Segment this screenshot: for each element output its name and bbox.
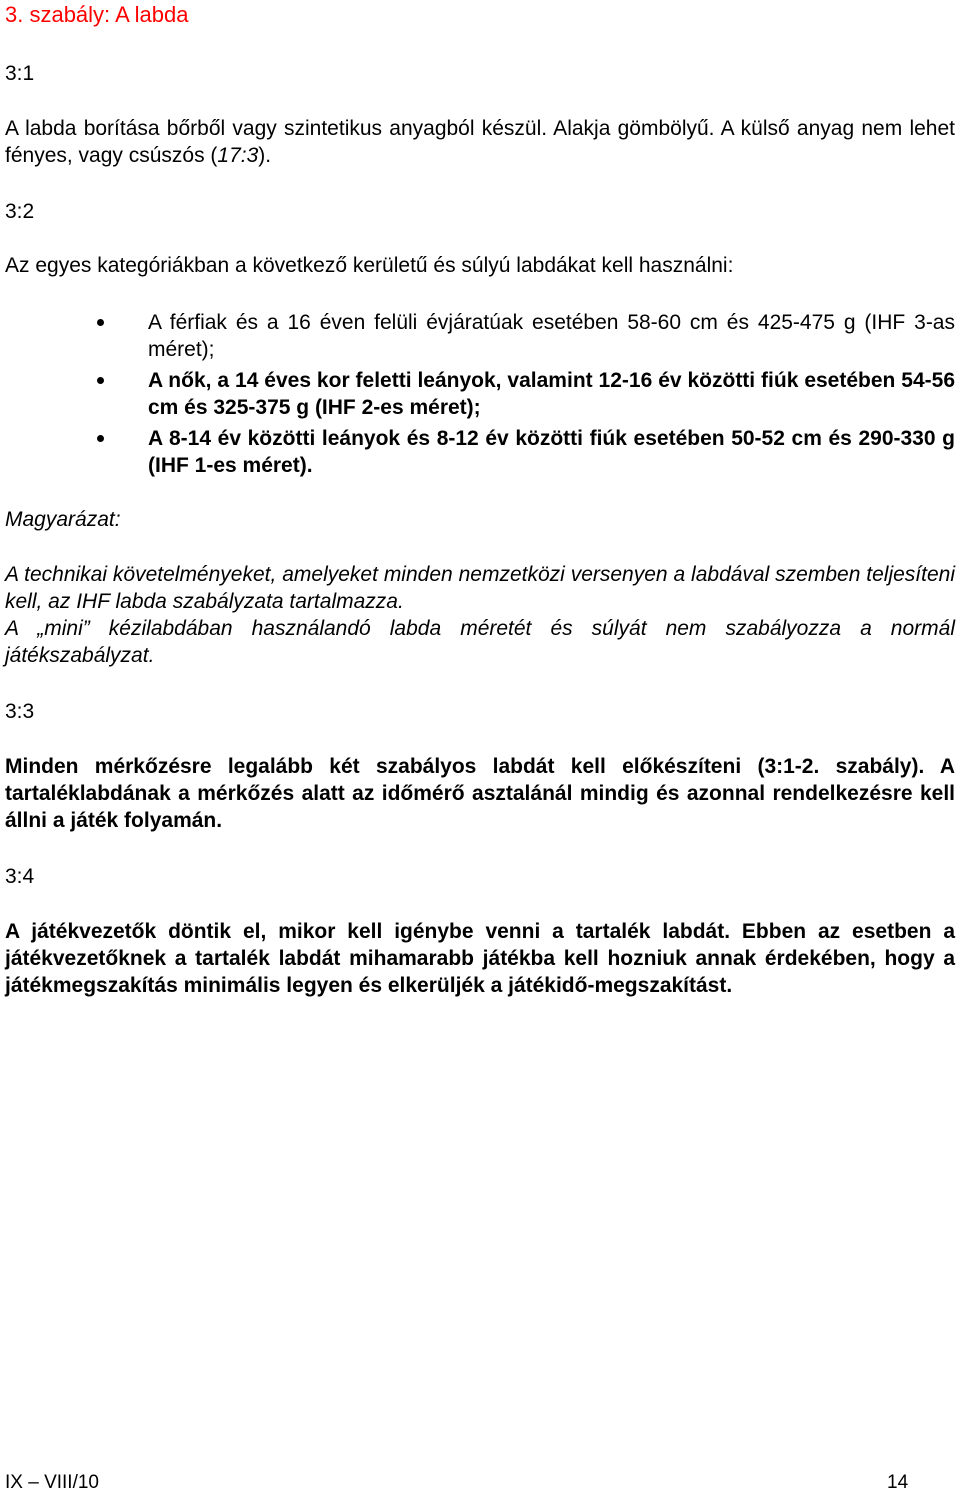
section-3-2-intro: Az egyes kategóriákban a következő kerületű és súlyú labdákat kell használni: [5,254,734,277]
list-item [5,309,955,363]
section-3-1-text-end: ). [258,144,272,167]
list-item [5,367,955,421]
section-heading-3-2: 3:2 [5,200,35,223]
explanation-paragraph-2: A „mini” kézilabdában használandó labda méretét és súlyát nem szabályozza a normál játékszabályzat. [5,617,955,667]
explanation-paragraph-1: A technikai követelményeket, amelyeket minden nemzetközi versenyen a labdával szemben teljesíteni kell, az IHF labda szabályzata tartalmazza. [5,563,955,613]
bullet-icon [97,377,104,384]
list-item-text: A nők, a 14 éves kor feletti leányok, valamint 12-16 év közötti fiúk esetében 54-56 cm és 325-375 g (IHF 2-es méret); [148,369,955,419]
bullet-icon [97,319,104,326]
explanation-label: Magyarázat: [5,508,121,531]
list-item [5,425,955,479]
section-3-4-paragraph: A játékvezetők döntik el, mikor kell igénybe venni a tartalék labdát. Ebben az esetben a játékvezetőknek a tartalék labdát mihamarabb játékba kell hozniuk annak érdekében, hogy a játékmegszakítás minimális legyen és elkerüljék a játékidő-megszakítást. [5,920,955,997]
section-heading-3-4: 3:4 [5,865,35,888]
bullet-icon [97,435,104,442]
footer-document-code: IX – VIII/10 [5,1472,99,1493]
list-item-text: A férfiak és a 16 éven felüli évjáratúak esetében 58-60 cm és 425-475 g (IHF 3-as méret); [148,311,955,361]
section-3-1-text: A labda borítása bőrből vagy szintetikus anyagból készül. Alakja gömbölyű. A külső anyag nem lehet fényes, vagy csúszós ( [5,117,955,167]
section-heading-3-3: 3:3 [5,700,35,723]
section-3-1-reference: 17:3 [217,144,259,167]
ball-size-list [5,309,955,483]
section-heading-3-1: 3:1 [5,62,35,85]
footer-page-number: 14 [887,1472,909,1493]
page-title: 3. szabály: A labda [5,2,189,27]
list-item-text: A 8-14 év közötti leányok és 8-12 év közötti fiúk esetében 50-52 cm és 290-330 g (IHF 1-es méret). [148,427,955,477]
section-3-3-paragraph: Minden mérkőzésre legalább két szabályos labdát kell előkészíteni (3:1-2. szabály). A tartaléklabdának a mérkőzés alatt az időmérő asztalánál mindig és azonnal rendelkezésre kell állni a játék folyamán. [5,755,955,832]
section-3-1-paragraph [5,115,955,169]
